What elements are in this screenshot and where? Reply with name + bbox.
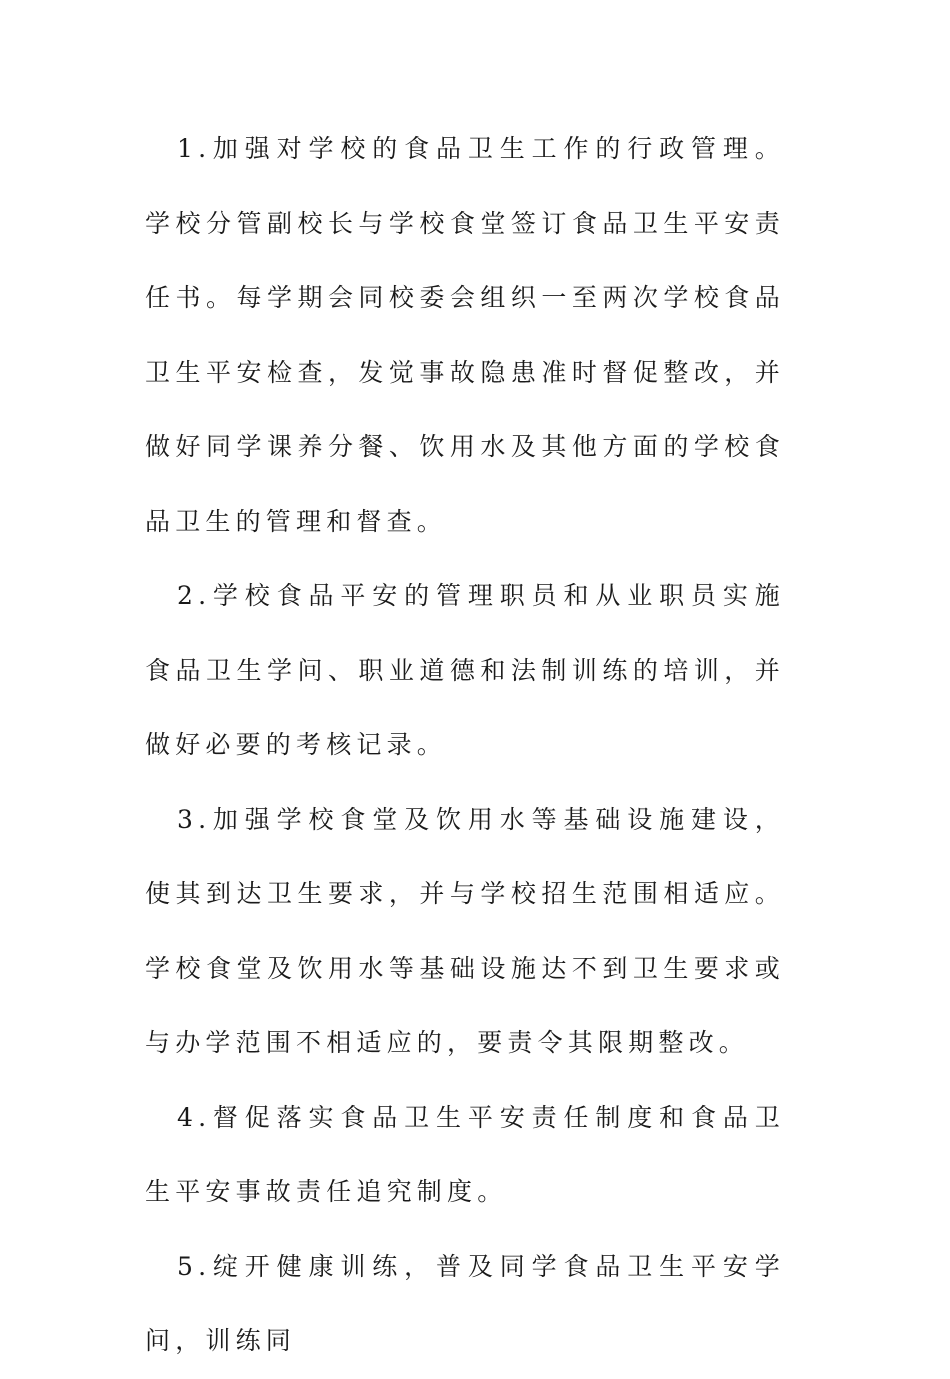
paragraph-3: 3.加强学校食堂及饮用水等基础设施建设，使其到达卫生要求，并与学校招生范围相适应。学校食堂及饮用水等基础设施达不到卫生要求或与办学范围不相适应的，要责令其限期整改。 (145, 804, 785, 1057)
paragraph-2: 2.学校食品平安的管理职员和从业职员实施食品卫生学问、职业道德和法制训练的培训，并做好必要的考核记录。 (145, 581, 785, 759)
paragraph-4: 4.督促落实食品卫生平安责任制度和食品卫生平安事故责任追究制度。 (145, 1102, 785, 1206)
paragraph-5: 5.绽开健康训练，普及同学食品卫生平安学问，训练同 (145, 1251, 785, 1355)
paragraph-1: 1.加强对学校的食品卫生工作的行政管理。学校分管副校长与学校食堂签订食品卫生平安责任书。每学期会同校委会组织一至两次学校食品卫生平安检查，发觉事故隐患准时督促整改，并做好同学课养分餐、饮用水及其他方面的学校食品卫生的管理和督查。 (145, 134, 785, 536)
document-body (145, 112, 785, 1379)
